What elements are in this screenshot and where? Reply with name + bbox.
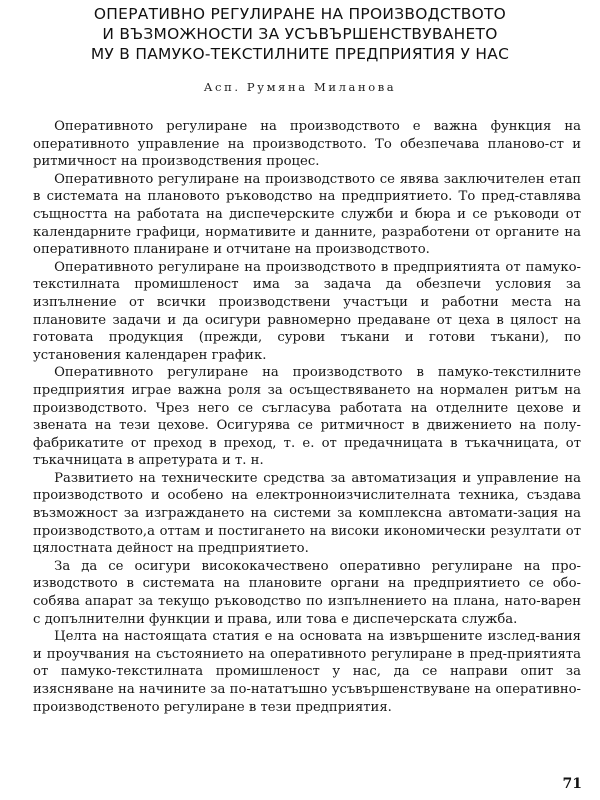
paragraph: Оперативното регулиране на производството е важна функция на оперативното управление на производството. То обезпечава планово-ст и ритмичност на производствения процес. [33,119,581,170]
page-number: 71 [562,776,582,792]
title-line: МУ В ПАМУКО-ТЕКСТИЛНИТЕ ПРЕДПРИЯТИЯ У НАС [90,45,510,63]
paragraph: Оперативното регулиране на производството в памуко-текстилните предприятия играе важна роля за осъществяването на нормален ритъм на производството. Чрез него се съгласува работата на отделните цехове и звената на тези цехове. Осигурява се ритмичност в движението на полу-фабрикатите от преход в преход, т. е. от предачницата в тъкачницата, от тъкачницата в апретурата и т. н. [33,365,581,469]
paragraph: Развитието на техническите средства за автоматизация и управление на производството и особено на електронноизчислителната техника, създава възможност за изграждането на системи за комплексна автомати-зация на производството,а оттам и постигането на високи икономически резултати от цялостната дейност на предприятието. [33,470,581,557]
paragraph: Оперативното регулиране на производството в предприятията от памуко-текстилната промишленост има за задача да обезпечи условия за изпълнение от всички производствени участъци и работни места на плановите задачи и да осигури равномерно предаване от цеха в цялост на готовата продукция (прежди, сурови тъкани и готови тъкани), по установения календарен график. [33,259,581,363]
article-body [33,118,581,716]
article-title [20,4,580,64]
title-line: ОПЕРАТИВНО РЕГУЛИРАНЕ НА ПРОИЗВОДСТВОТО [93,5,507,23]
paragraph: Оперативното регулиране на производството се явява заключителен етап в системата на плановото ръководство на предприятието. То пред-ставлява същността на работата на диспечерските служби и бюра и се ръководи от календарните графици, нормативите и данните, разработени от органите на оперативното планиране и отчитане на производството. [33,171,581,258]
title-line: И ВЪЗМОЖНОСТИ ЗА УСЪВЪРШЕНСТВУВАНЕТО [102,25,498,43]
paragraph: Целта на настоящата статия е на основата на извършените изслед-вания и проучвания на състоянието на оперативното регулиране в пред-приятията от памуко-текстилната промишленост у нас, да се направи опит за изясняване на начините за по-нататъшно усъвършенствуване на оперативно-производственото регулиране в тези предприятия. [33,629,581,715]
author-byline: Асп. Румяна Миланова [203,80,397,94]
paragraph: За да се осигури висококачествено оперативно регулиране на про-изводството в системата на плановите органи на предприятието се обо-собява апарат за текущо ръководство по изпълнението на плана, нато-варен с допълнителни функции и права, или това е диспечерската служба. [33,558,581,627]
